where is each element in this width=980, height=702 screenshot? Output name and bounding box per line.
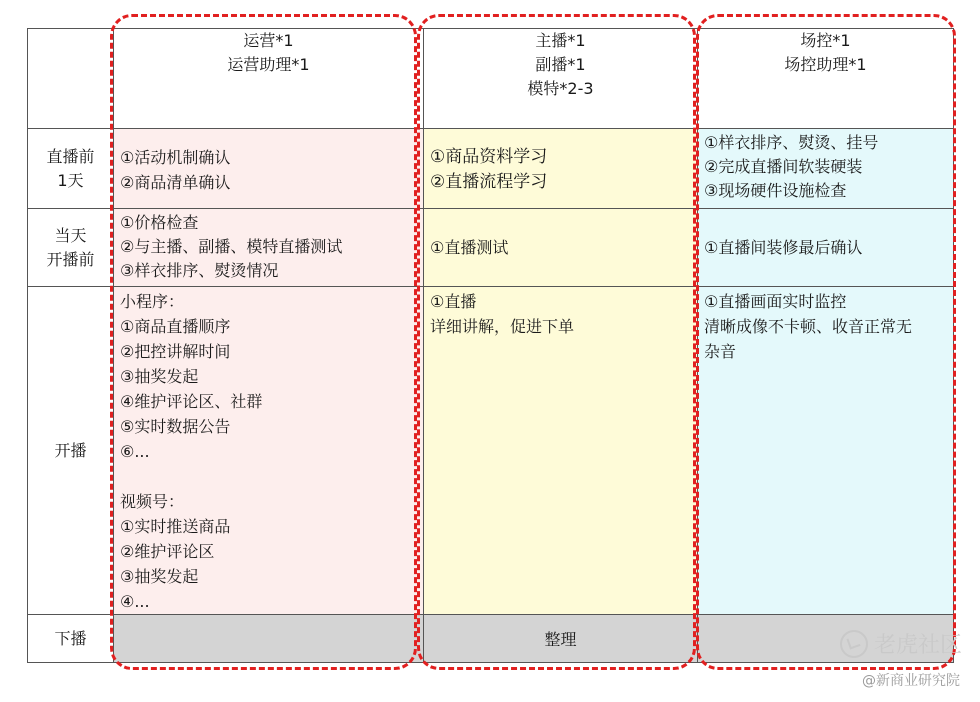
role-line: 模特*2-3 xyxy=(527,79,594,98)
operations-cell xyxy=(114,209,424,287)
task-item: 详细讲解，促进下单 xyxy=(430,317,575,336)
live-stream-staffing-table xyxy=(27,28,954,663)
row-label-line: 当天 xyxy=(54,225,87,245)
task-item: ①商品直播顺序 xyxy=(120,317,231,336)
host-cell xyxy=(424,129,698,209)
row-label-live xyxy=(28,287,114,615)
task-item: ①直播画面实时监控 xyxy=(704,292,847,311)
row-label-same-day xyxy=(28,209,114,287)
corner-cell xyxy=(28,29,114,129)
row-label-line: 1天 xyxy=(57,170,84,190)
task-item: 杂音 xyxy=(704,342,737,361)
task-item: ②直播流程学习 xyxy=(430,172,548,192)
task-item: 清晰成像不卡顿、收音正常无 xyxy=(704,317,913,336)
task-item: ⑤实时数据公告 xyxy=(120,417,231,436)
task-item: ③样衣排序、熨烫情况 xyxy=(120,261,279,280)
task-item: ①直播测试 xyxy=(430,238,509,257)
task-item: ②完成直播间软装硬装 xyxy=(704,157,863,176)
header-row xyxy=(28,29,954,129)
task-item: 小程序： xyxy=(120,292,185,311)
task-item: ②与主播、副播、模特直播测试 xyxy=(120,237,343,256)
task-item: ①直播 xyxy=(430,292,477,311)
host-end-cell: 整理 xyxy=(424,615,698,663)
field-control-cell xyxy=(698,209,954,287)
task-item: ①商品资料学习 xyxy=(430,147,548,167)
operations-end-cell xyxy=(114,615,424,663)
task-item: ②把控讲解时间 xyxy=(120,342,231,361)
host-cell xyxy=(424,209,698,287)
task-item: ③现场硬件设施检查 xyxy=(704,181,847,200)
task-item: ⑥... xyxy=(120,442,150,461)
role-line: 运营助理*1 xyxy=(227,55,310,74)
field-control-cell xyxy=(698,287,954,615)
row-label-line: 直播前 xyxy=(46,146,95,166)
role-line: 主播*1 xyxy=(535,31,586,50)
role-line: 运营*1 xyxy=(243,31,294,50)
role-header-host xyxy=(424,29,698,129)
task-item: ④维护评论区、社群 xyxy=(120,392,263,411)
task-item: ①直播间装修最后确认 xyxy=(704,238,863,257)
row-label-end: 下播 xyxy=(28,615,114,663)
table-row xyxy=(28,209,954,287)
task-item: ②商品清单确认 xyxy=(120,173,231,192)
table-row xyxy=(28,287,954,615)
role-line: 场控*1 xyxy=(800,31,851,50)
watermark xyxy=(840,628,962,659)
table-row xyxy=(28,129,954,209)
role-line: 副播*1 xyxy=(535,55,586,74)
attribution-text: @新商业研究院 xyxy=(862,673,960,689)
operations-cell xyxy=(114,287,424,615)
role-header-operations xyxy=(114,29,424,129)
spacer xyxy=(120,464,417,489)
task-item: ①活动机制确认 xyxy=(120,148,231,167)
task-item: ①样衣排序、熨烫、挂号 xyxy=(704,133,879,152)
operations-cell xyxy=(114,129,424,209)
watermark-brand: 老虎社区 xyxy=(873,633,962,658)
host-cell xyxy=(424,287,698,615)
field-control-cell xyxy=(698,129,954,209)
role-header-field-control xyxy=(698,29,954,129)
task-item: ③抽奖发起 xyxy=(120,567,199,586)
task-item: ③抽奖发起 xyxy=(120,367,199,386)
task-item: ②维护评论区 xyxy=(120,542,215,561)
task-item: ①价格检查 xyxy=(120,213,199,232)
role-line: 场控助理*1 xyxy=(784,55,867,74)
table-row xyxy=(28,615,954,663)
row-label-line: 开播 xyxy=(54,440,87,460)
row-label-day-before xyxy=(28,129,114,209)
task-item: ①实时推送商品 xyxy=(120,517,231,536)
task-item: 视频号： xyxy=(120,492,185,511)
tiger-logo-icon xyxy=(840,630,868,658)
task-item: ④... xyxy=(120,592,150,611)
row-label-line: 开播前 xyxy=(46,249,95,269)
